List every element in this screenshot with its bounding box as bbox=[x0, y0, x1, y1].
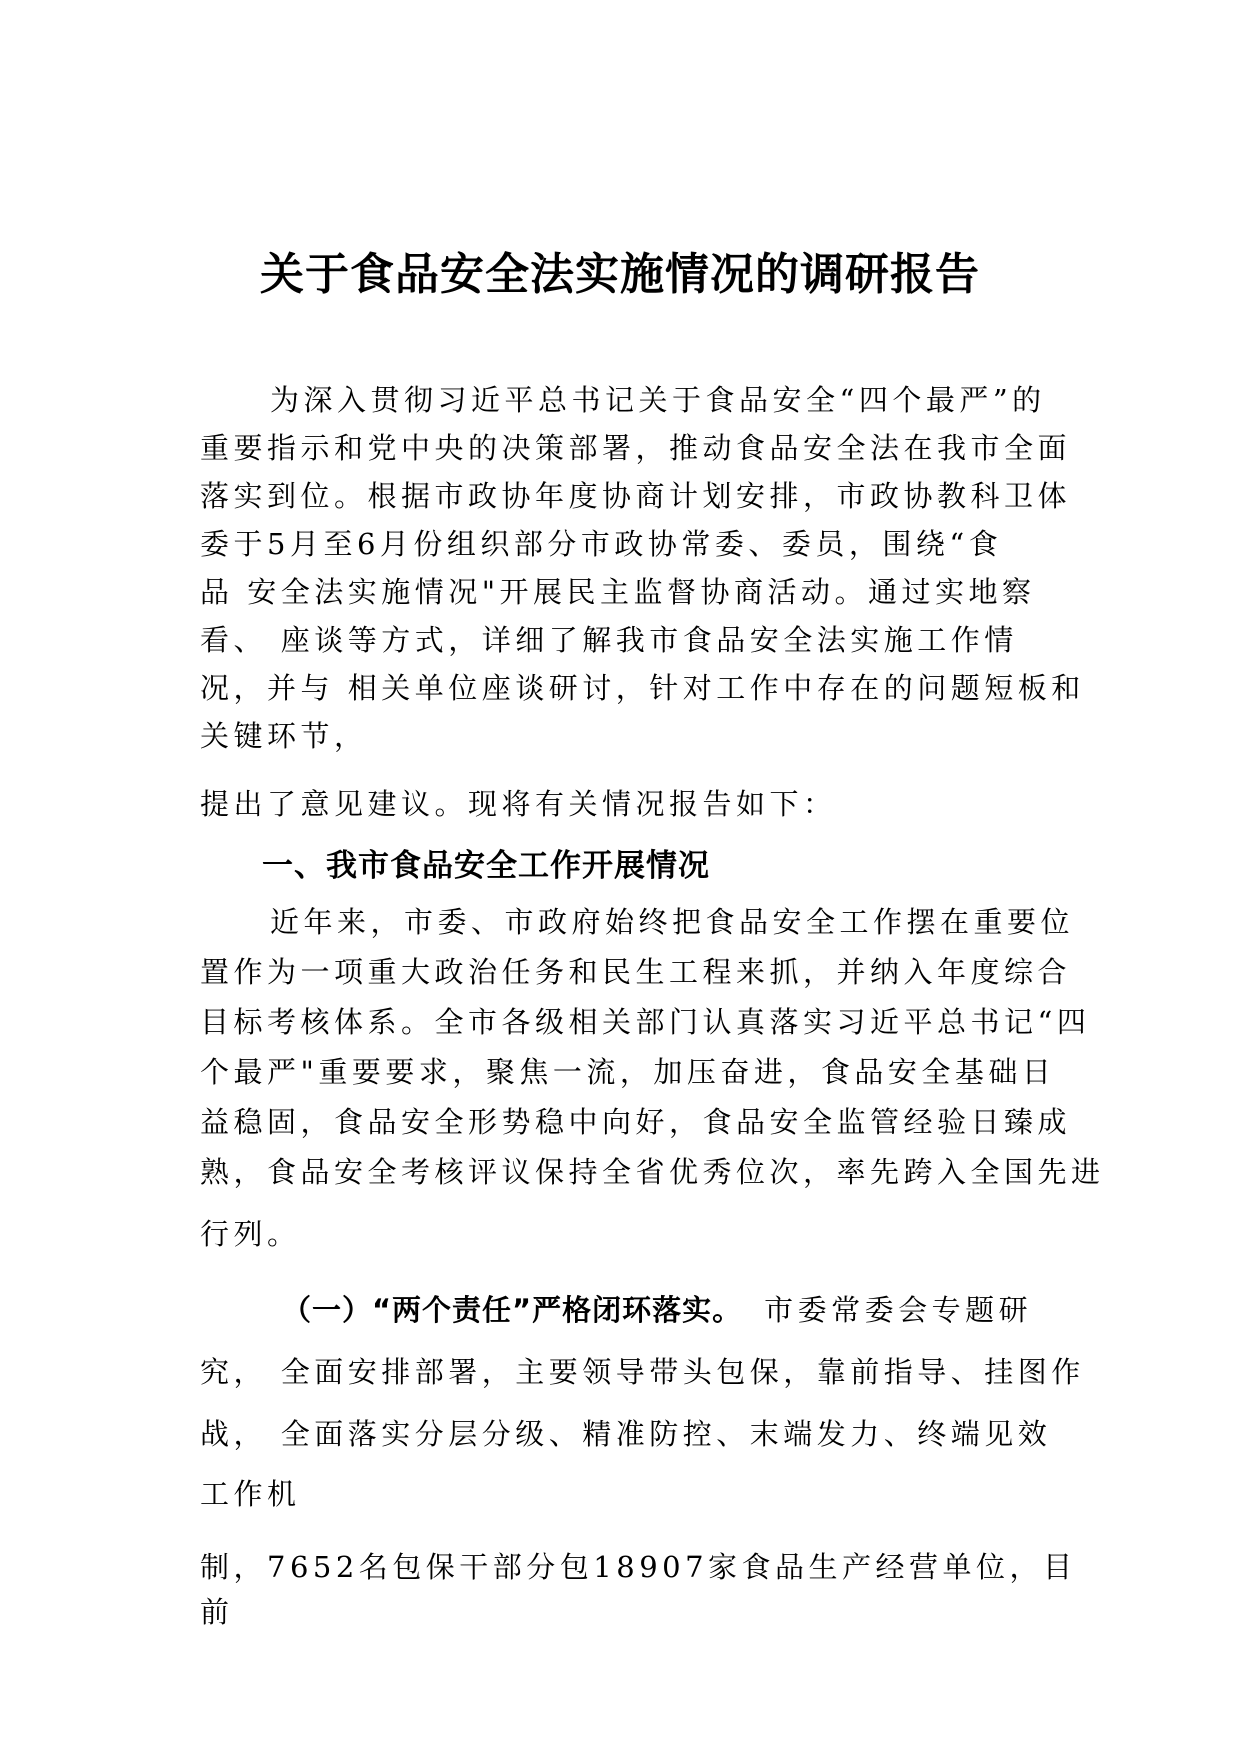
intro-line: 提出了意见建议。现将有关情况报告如下： bbox=[200, 787, 837, 821]
intro-line: 为深入贯彻习近平总书记关于食品安全“四个最严”的 bbox=[270, 383, 1046, 417]
intro-line: 况，并与 相关单位座谈研讨，针对工作中存在的问题短板和 bbox=[200, 671, 1085, 705]
intro-line: 委于5月至6月份组织部分市政协常委、委员，围绕“食 bbox=[200, 527, 1003, 561]
body-line: 究， 全面安排部署，主要领导带头包保，靠前指导、挂图作 bbox=[200, 1355, 1085, 1389]
section-heading: 一、我市食品安全工作开展情况 bbox=[262, 848, 710, 884]
intro-line: 重要指示和党中央的决策部署，推动食品安全法在我市全面 bbox=[200, 431, 1072, 465]
document-title: 关于食品安全法实施情况的调研报告 bbox=[260, 249, 980, 300]
body-line: 熟，食品安全考核评议保持全省优秀位次，率先跨入全国先进 bbox=[200, 1155, 1105, 1189]
body-line: 目标考核体系。全市各级相关部门认真落实习近平总书记“四 bbox=[200, 1005, 1091, 1039]
body-line: 制，7652名包保干部分包18907家食品生产经营单位，目 bbox=[200, 1550, 1077, 1584]
subsection-paragraph-start bbox=[282, 1288, 1032, 1329]
body-line: 工作机 bbox=[200, 1477, 301, 1511]
body-line: 战， 全面落实分层分级、精准防控、末端发力、终端见效 bbox=[200, 1417, 1052, 1451]
body-line: 前 bbox=[200, 1595, 234, 1629]
body-line: 个最严"重要要求，聚焦一流，加压奋进，食品安全基础日 bbox=[200, 1055, 1056, 1089]
body-line: 行列。 bbox=[200, 1217, 301, 1251]
body-line: 益稳固，食品安全形势稳中向好，食品安全监管经验日臻成 bbox=[200, 1105, 1072, 1139]
intro-line: 品 安全法实施情况"开展民主监督协商活动。通过实地察 bbox=[200, 575, 1036, 609]
subsection-text: 市委常委会专题研 bbox=[764, 1293, 1033, 1327]
intro-line: 落实到位。根据市政协年度协商计划安排，市政协教科卫体 bbox=[200, 479, 1072, 513]
subsection-heading: （一）“两个责任”严格闭环落实。 bbox=[282, 1293, 743, 1327]
intro-line: 关键环节， bbox=[200, 719, 368, 753]
body-line: 置作为一项重大政治任务和民生工程来抓，并纳入年度综合 bbox=[200, 955, 1072, 989]
intro-line: 看、 座谈等方式，详细了解我市食品安全法实施工作情 bbox=[200, 623, 1018, 657]
body-line: 近年来，市委、市政府始终把食品安全工作摆在重要位 bbox=[270, 905, 1075, 939]
